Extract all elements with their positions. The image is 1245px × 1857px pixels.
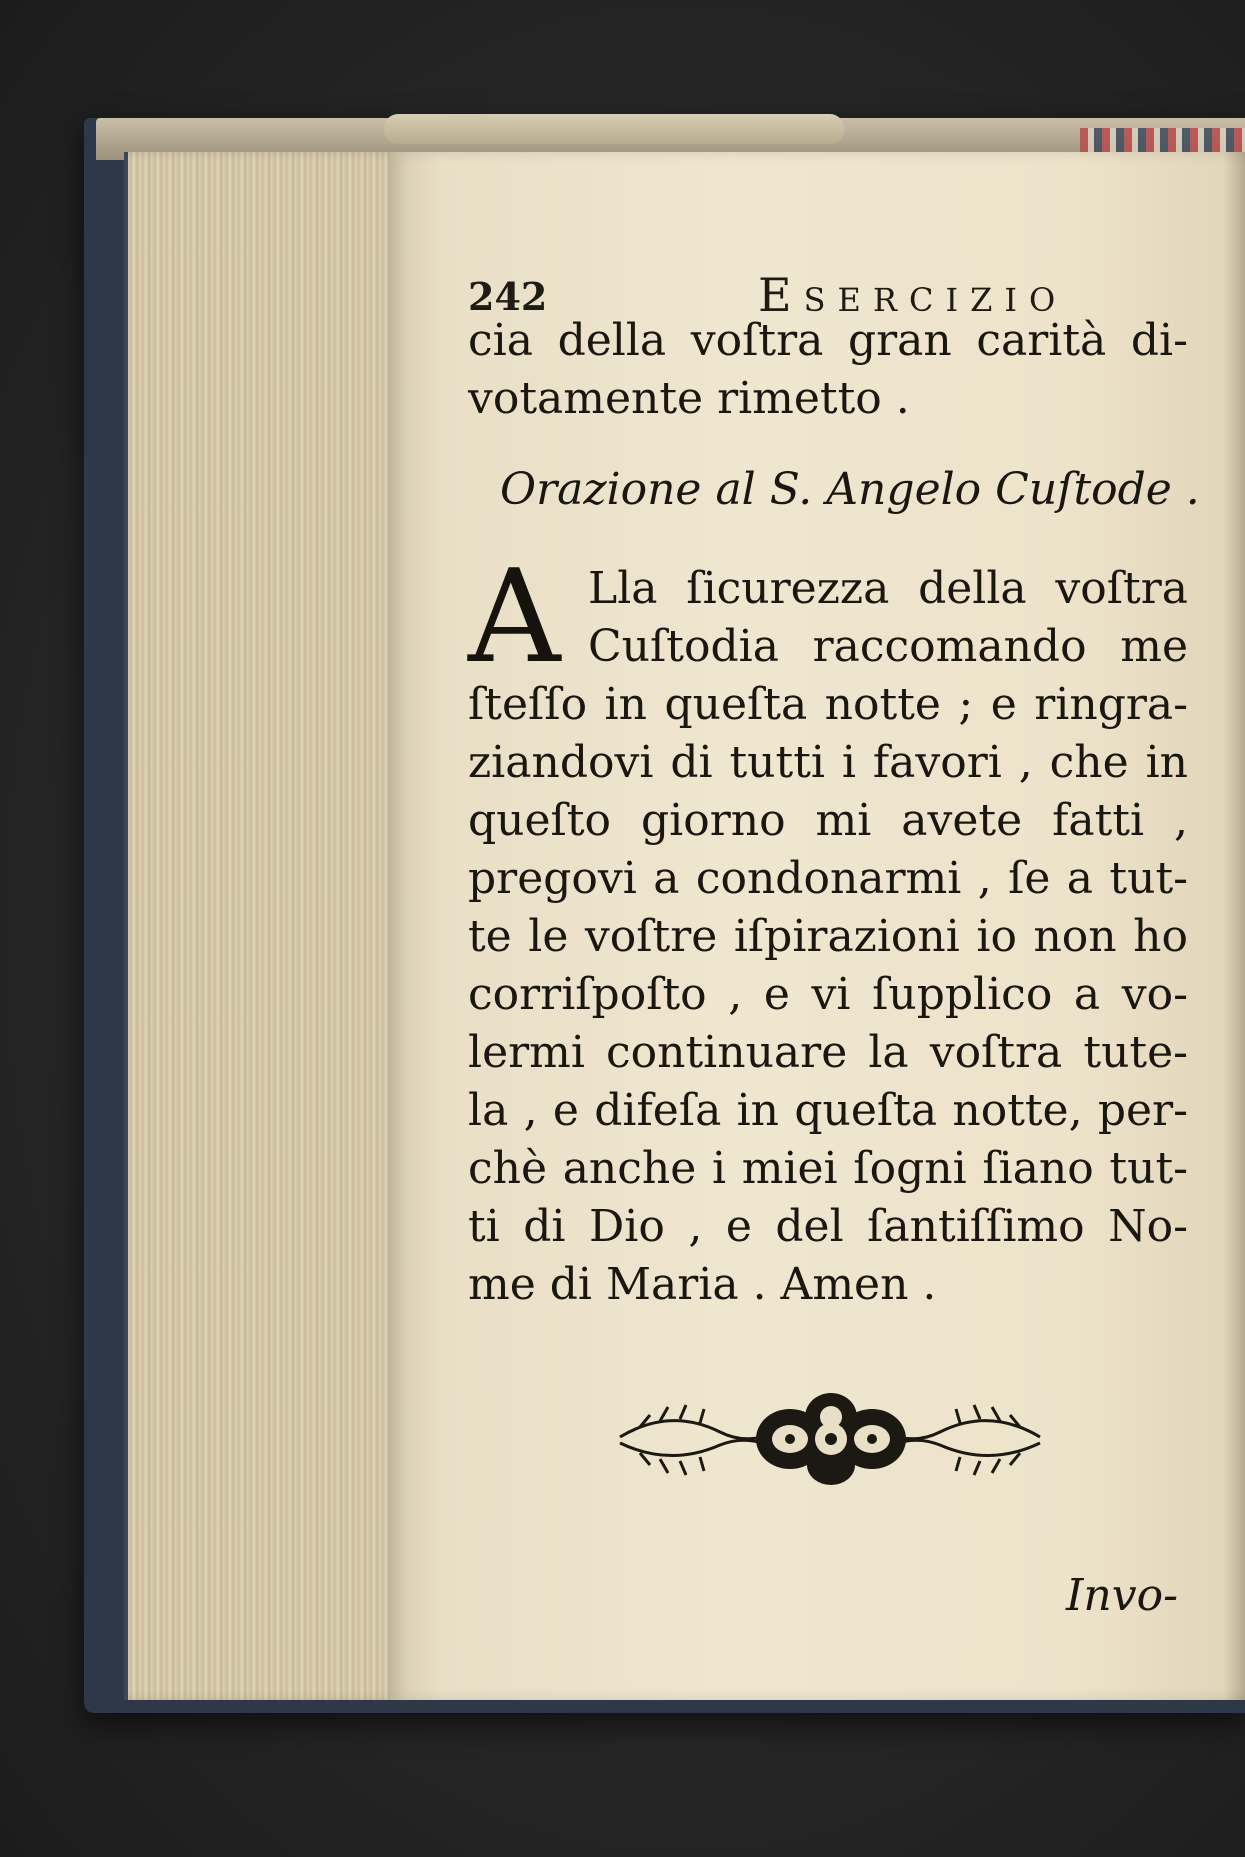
text-line: Cuſtodia raccomando me — [588, 621, 1188, 672]
catchword: Invo- — [1066, 1570, 1178, 1621]
text-line: pregovi a condonarmi , ſe a tut- — [468, 853, 1188, 904]
text-line: ſteſſo in queſta notte ; e ringra- — [468, 679, 1188, 730]
page-number: 242 — [468, 274, 548, 319]
section-heading: Orazione al S. Angelo Cuſtode . — [500, 464, 1200, 515]
floral-ornament-icon — [610, 1377, 1050, 1497]
text-line: cia della voſtra gran carità di- — [468, 315, 1188, 366]
text-line: ti di Dio , e del ſantiſſimo No- — [468, 1201, 1188, 1252]
prayer-text — [468, 543, 1188, 1314]
text-line: votamente rimetto . — [468, 373, 910, 424]
running-head: Esercizio — [758, 268, 1068, 322]
text-line: me di Maria . Amen . — [468, 1259, 937, 1310]
text-line: te le voſtre iſpirazioni io non ho — [468, 911, 1188, 962]
page-gutter-shadow — [1223, 152, 1245, 1700]
page-edges — [124, 152, 398, 1700]
text-line: ziandovi di tutti i favori , che in — [468, 737, 1188, 788]
text-line: chè anche i miei ſogni ſiano tut- — [468, 1143, 1188, 1194]
opening-text — [468, 312, 1188, 428]
text-line: corriſpoſto , e vi ſupplico a vo- — [468, 969, 1188, 1020]
book-page — [390, 152, 1245, 1700]
text-line: la , e difeſa in queſta notte, per- — [468, 1085, 1188, 1136]
text-line: lermi continuare la voſtra tute- — [468, 1027, 1188, 1078]
drop-cap: A — [468, 543, 561, 692]
spine-strip — [384, 114, 844, 144]
text-line: Lla ſicurezza della voſtra — [588, 563, 1188, 614]
text-line: queſto giorno mi avete fatti , — [468, 795, 1188, 846]
